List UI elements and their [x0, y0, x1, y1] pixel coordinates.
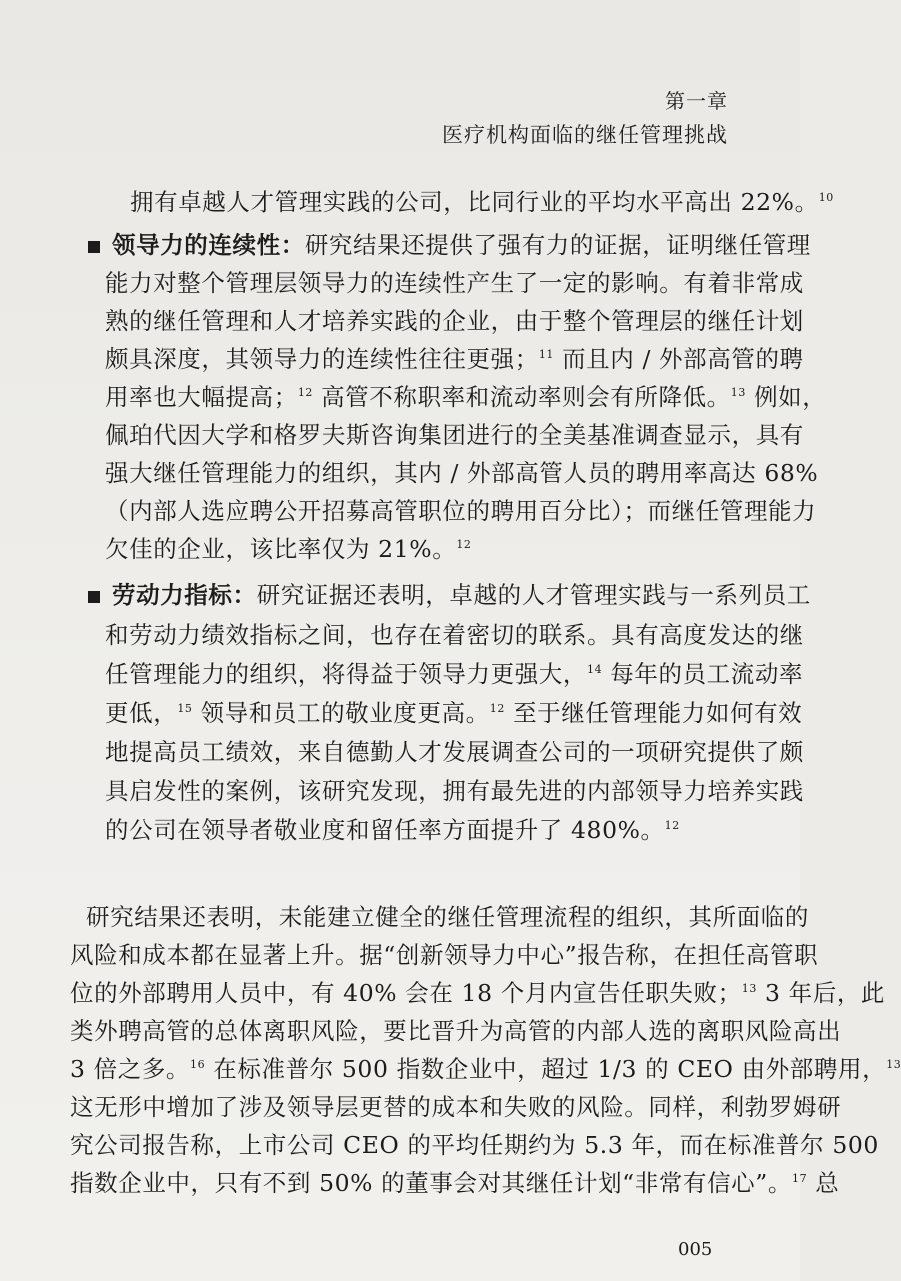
text-line: 颇具深度，其领导力的连续性往往更强；$^{11}$ 而且内 / 外部高管的聘	[105, 345, 804, 373]
square-bullet-icon	[88, 241, 100, 253]
text-line: 强大继任管理能力的组织，其内 / 外部高管人员的聘用率高达 68%	[105, 459, 819, 487]
footnote-ref: 12	[297, 386, 314, 400]
text-line: 类外聘高管的总体离职风险，要比晋升为高管的内部人选的离职风险高出	[70, 1017, 842, 1045]
footnote-ref: 12	[489, 702, 505, 716]
text-line: 3 倍之多。$^{16}$ 在标准普尔 500 指数企业中，超过 1/3 的 CEO 由外部聘用，$^{13}$	[70, 1055, 901, 1083]
footnote-ref: 16	[190, 1058, 206, 1072]
text-line: 风险和成本都在显著上升。据“创新领导力中心”报告称，在担任高管职	[70, 941, 819, 969]
text-line: 研究结果还表明，未能建立健全的继任管理流程的组织，其所面临的	[86, 903, 809, 931]
text-line: 这无形中增加了涉及领导层更替的成本和失败的风险。同样，利勃罗姆研	[70, 1093, 842, 1121]
footnote-ref: 17	[792, 1172, 808, 1186]
footnote-ref: 12	[664, 819, 680, 833]
bullet-label: 领导力的连续性：	[112, 231, 305, 259]
footnote-ref: 13	[741, 982, 757, 996]
footnote-ref: 11	[538, 348, 555, 362]
text-line: 地提高员工绩效，来自德勤人才发展调查公司的一项研究提供了颇	[105, 738, 804, 766]
text-line: 拥有卓越人才管理实践的公司，比同行业的平均水平高出 22%。$^{10}$	[130, 188, 834, 216]
bullet-item-workforce-metrics	[88, 580, 811, 610]
bullet-label: 劳动力指标：	[112, 581, 257, 609]
bullet-item-leadership-continuity	[88, 230, 811, 260]
text-line: 更低，$^{15}$ 领导和员工的敬业度更高。$^{12}$ 至于继任管理能力如何有效	[105, 699, 803, 727]
text-line: 指数企业中，只有不到 50% 的董事会对其继任计划“非常有信心”。$^{17}$ 总	[70, 1169, 840, 1197]
text-line: 佩珀代因大学和格罗夫斯咨询集团进行的全美基准调查显示，具有	[105, 421, 804, 449]
text-line: 能力对整个管理层领导力的连续性产生了一定的影响。有着非常成	[105, 269, 804, 297]
text-line: 具启发性的案例，该研究发现，拥有最先进的内部领导力培养实践	[105, 777, 804, 805]
text-line: 和劳动力绩效指标之间，也存在着密切的联系。具有高度发达的继	[105, 621, 804, 649]
footnote-ref: 14	[587, 663, 603, 677]
text-line: 究公司报告称，上市公司 CEO 的平均任期约为 5.3 年，而在标准普尔 500	[70, 1131, 879, 1159]
text-line: 任管理能力的组织，将得益于领导力更强大，$^{14}$ 每年的员工流动率	[105, 660, 804, 688]
running-header	[442, 88, 728, 150]
text-line: 的公司在领导者敬业度和留任率方面提升了 480%。$^{12}$	[105, 816, 680, 844]
text-line: 用率也大幅提高；$^{12}$ 高管不称职率和流动率则会有所降低。$^{13}$ 例如，	[105, 383, 827, 411]
text-line: （内部人选应聘公开招募高管职位的聘用百分比）；而继任管理能力	[105, 497, 817, 525]
square-bullet-icon	[88, 591, 100, 603]
text-line: 熟的继任管理和人才培养实践的企业，由于整个管理层的继任计划	[105, 307, 804, 335]
footnote-ref: 13	[730, 386, 746, 400]
footnote-ref: 10	[818, 191, 834, 205]
text-line: 位的外部聘用人员中，有 40% 会在 18 个月内宣告任职失败；$^{13}$ 3 年后，此	[70, 979, 886, 1007]
bullet-text: 研究结果还提供了强有力的证据，证明继任管理	[304, 231, 811, 259]
bullet-text: 研究证据还表明，卓越的人才管理实践与一系列员工	[256, 581, 811, 609]
footnote-ref: 15	[177, 702, 193, 716]
chapter-label: 第一章	[665, 89, 728, 113]
footnote-ref: 13	[886, 1058, 901, 1072]
chapter-title: 医疗机构面临的继任管理挑战	[442, 123, 728, 147]
page-number: 005	[678, 1239, 713, 1260]
text-line: 欠佳的企业，该比率仅为 21%。$^{12}$	[105, 535, 472, 563]
footnote-ref: 12	[456, 538, 472, 552]
